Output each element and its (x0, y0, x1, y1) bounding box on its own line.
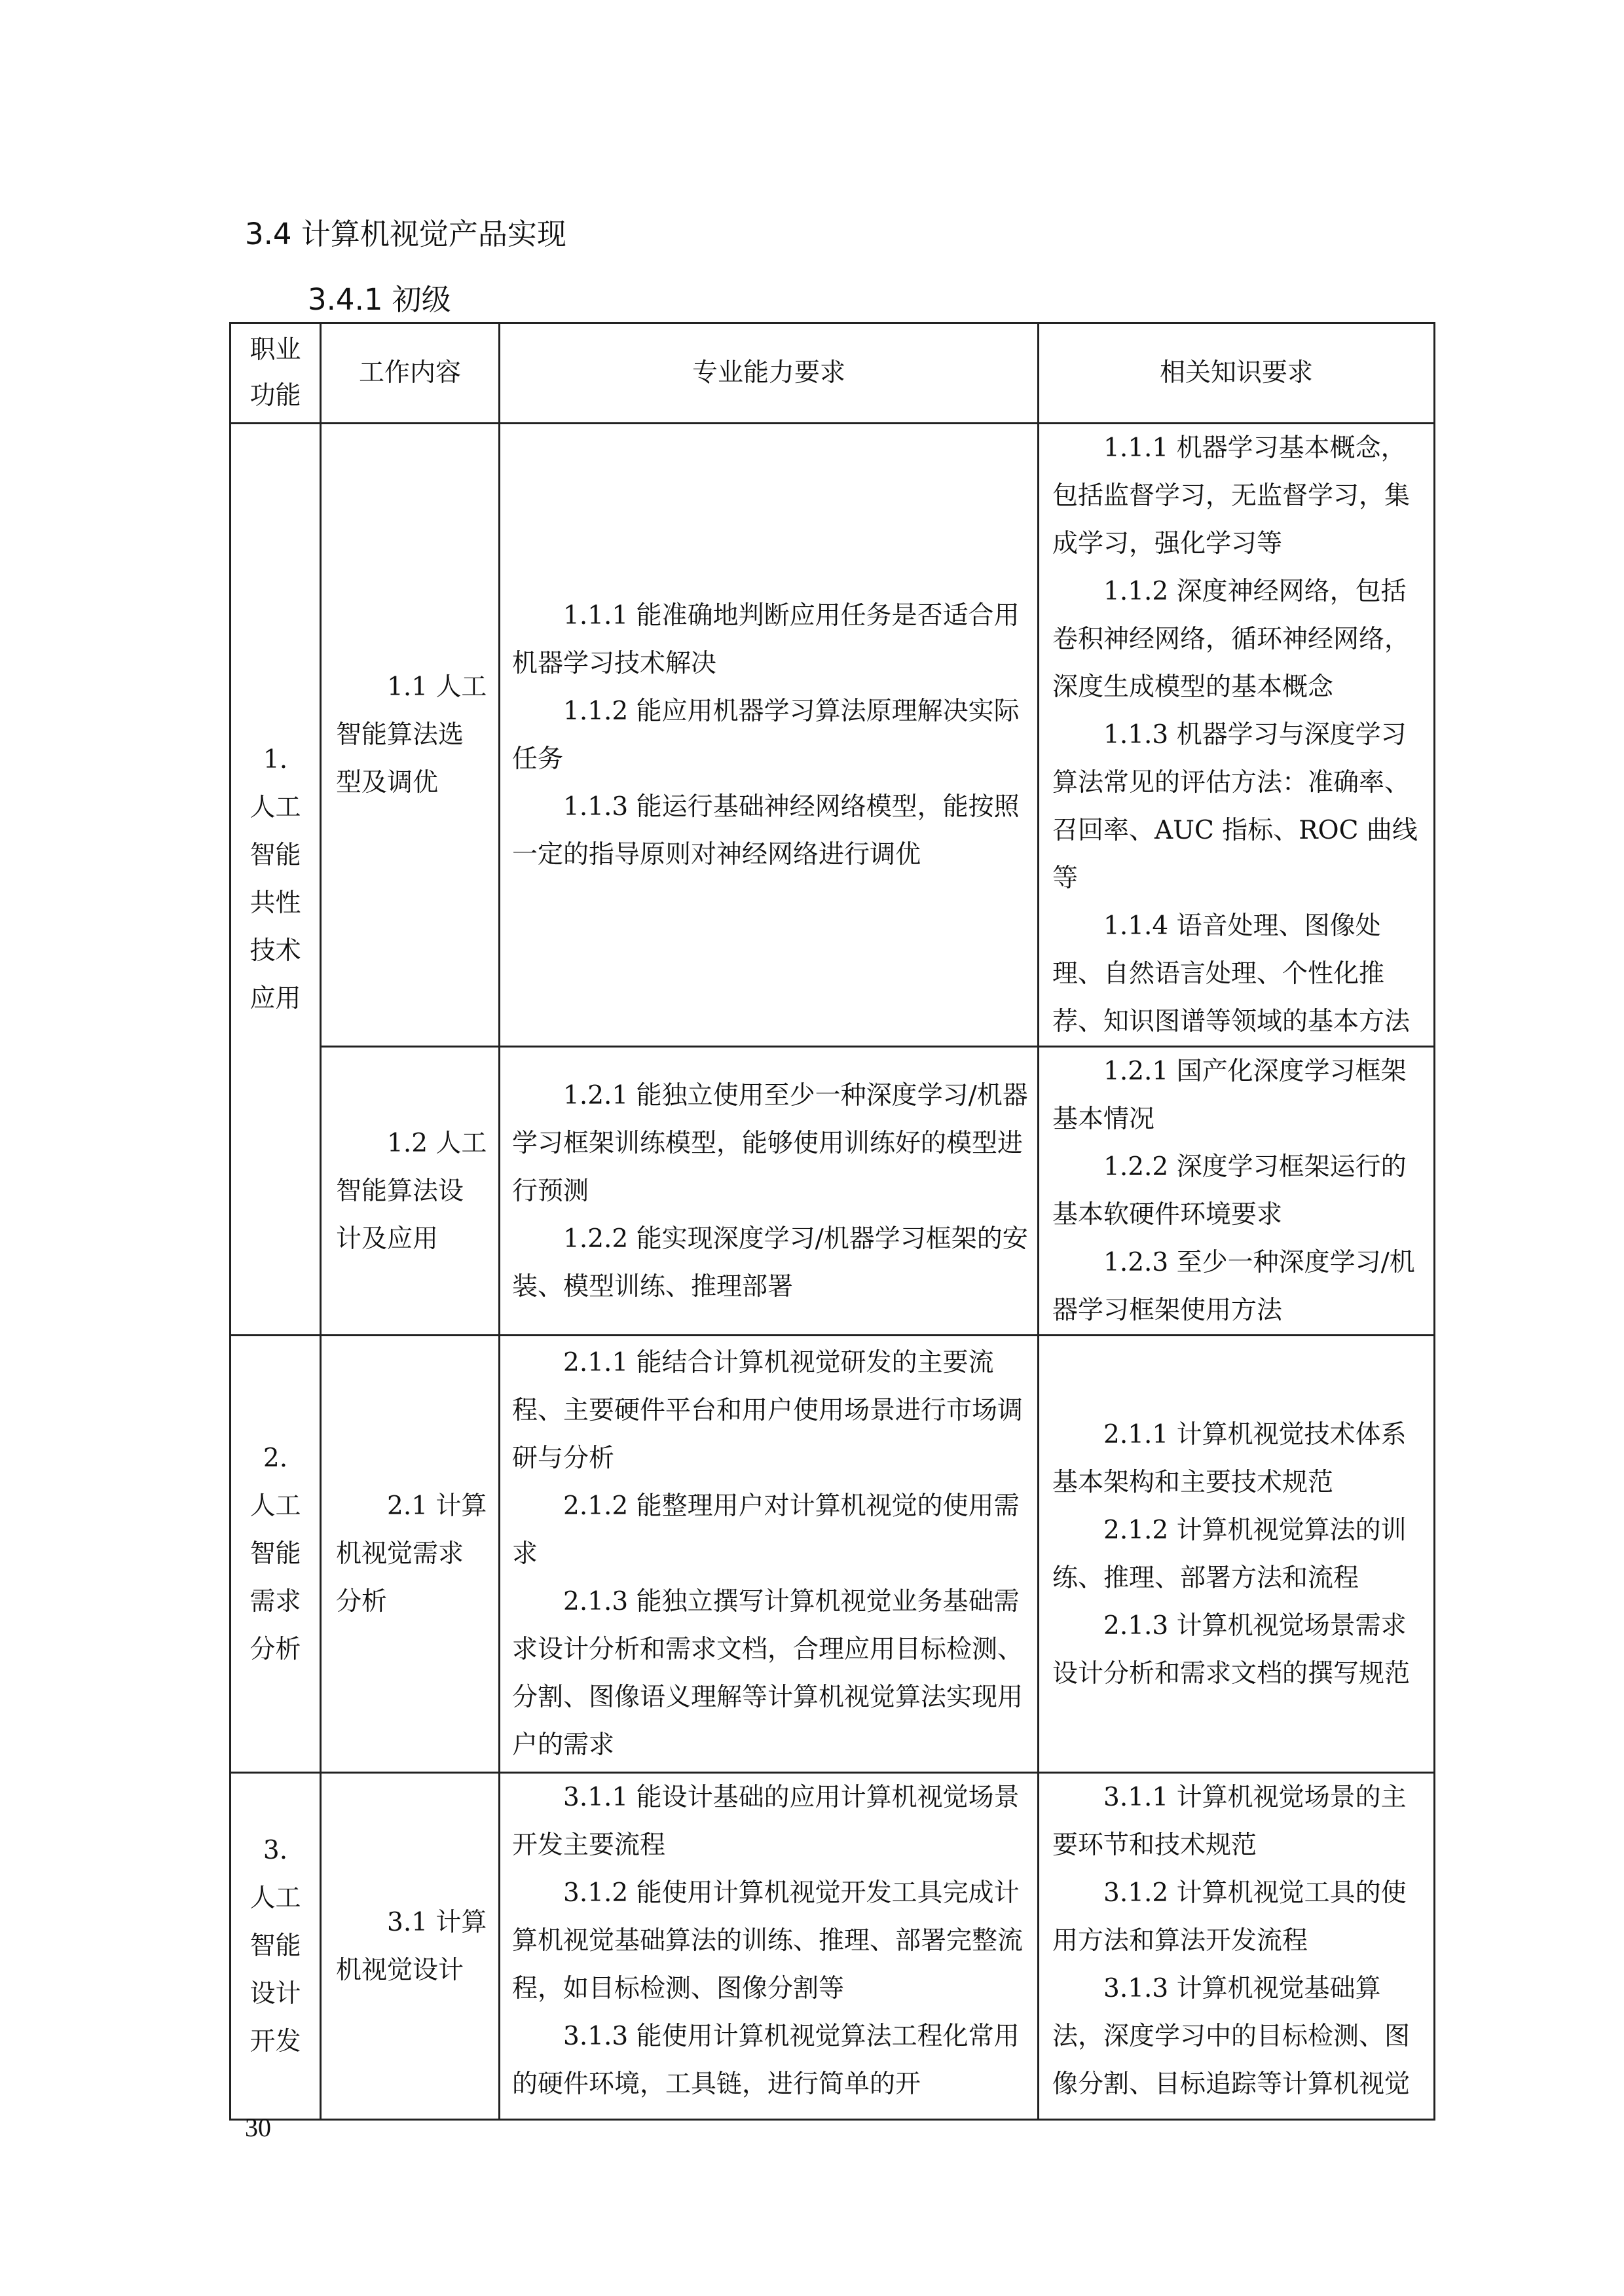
header-function (231, 323, 321, 424)
knowledge-item: 1.2.2 深度学习框架运行的基本软硬件环境要求 (1052, 1152, 1407, 1230)
knowledge-item: 2.1.3 计算机视觉场景需求设计分析和需求文档的撰写规范 (1052, 1611, 1411, 1688)
section-heading: 3.4 计算机视觉产品实现 (245, 217, 566, 251)
header-function-line: 职业 (249, 335, 301, 365)
knowledge-cell (1039, 1047, 1435, 1336)
table-row (231, 1773, 1435, 2120)
content-text: 1.1 人工智能算法选型及调优 (336, 672, 487, 797)
content-cell (321, 1047, 500, 1336)
function-cell (231, 424, 321, 1336)
content-text: 3.1 计算机视觉设计 (336, 1907, 487, 1985)
content-cell (321, 1773, 500, 2120)
function-text: 智能 (249, 1539, 301, 1569)
skill-item: 3.1.3 能使用计算机视觉算法工程化常用的硬件环境，工具链，进行简单的开 (512, 2022, 1020, 2099)
function-text: 设计 (249, 1979, 301, 2009)
skill-item: 1.1.1 能准确地判断应用任务是否适合用机器学习技术解决 (512, 600, 1020, 678)
skill-item: 2.1.2 能整理用户对计算机视觉的使用需求 (512, 1491, 1020, 1569)
skills-cell (500, 1773, 1039, 2120)
function-text: 人工 (249, 793, 301, 822)
knowledge-item: 2.1.1 计算机视觉技术体系基本架构和主要技术规范 (1052, 1419, 1407, 1497)
function-text: 应用 (249, 984, 301, 1013)
knowledge-cell (1039, 1336, 1435, 1773)
skill-item: 1.1.2 能应用机器学习算法原理解决实际任务 (512, 696, 1020, 774)
skill-item: 2.1.3 能独立撰写计算机视觉业务基础需求设计分析和需求文档，合理应用目标检测、分割、图像语义理解等计算机视觉算法实现用户的需求 (512, 1587, 1024, 1760)
table-row (231, 424, 1435, 1047)
knowledge-item: 1.2.3 至少一种深度学习/机器学习框架使用方法 (1052, 1248, 1415, 1325)
knowledge-item: 1.2.1 国产化深度学习框架基本情况 (1052, 1057, 1407, 1134)
knowledge-item: 2.1.2 计算机视觉算法的训练、推理、部署方法和流程 (1052, 1515, 1407, 1593)
skill-item: 3.1.2 能使用计算机视觉开发工具完成计算机视觉基础算法的训练、推理、部署完整流程，如目标检测、图像分割等 (512, 1878, 1024, 2003)
function-text: 共性 (249, 888, 301, 918)
subsection-heading: 3.4.1 初级 (308, 282, 451, 317)
knowledge-item: 1.1.3 机器学习与深度学习算法常见的评估方法：准确率、召回率、AUC 指标、ROC 曲线等 (1052, 720, 1418, 893)
function-text: 人工 (249, 1884, 301, 1913)
function-text: 技术 (249, 936, 301, 966)
function-cell (231, 1336, 321, 1773)
header-knowledge: 相关知识要求 (1039, 323, 1435, 424)
requirements-table (229, 322, 1435, 2121)
function-text: 3. (263, 1836, 288, 1865)
skills-cell (500, 1047, 1039, 1336)
header-content: 工作内容 (321, 323, 500, 424)
table-row (231, 1336, 1435, 1773)
skill-item: 3.1.1 能设计基础的应用计算机视觉场景开发主要流程 (512, 1783, 1020, 1860)
knowledge-item: 1.1.2 深度神经网络，包括卷积神经网络，循环神经网络，深度生成模型的基本概念 (1052, 577, 1411, 702)
knowledge-item: 1.1.4 语音处理、图像处理、自然语言处理、个性化推荐、知识图谱等领域的基本方法 (1052, 911, 1411, 1036)
content-cell (321, 1336, 500, 1773)
table-row (231, 1047, 1435, 1336)
function-text: 2. (263, 1444, 288, 1473)
skills-cell (500, 424, 1039, 1047)
function-cell (231, 1773, 321, 2120)
function-text: 1. (263, 745, 288, 774)
function-text: 智能 (249, 841, 301, 870)
knowledge-item: 1.1.1 机器学习基本概念，包括监督学习，无监督学习，集成学习，强化学习等 (1052, 433, 1411, 558)
knowledge-item: 3.1.3 计算机视觉基础算法，深度学习中的目标检测、图像分割、目标追踪等计算机视觉 (1052, 1974, 1411, 2099)
table-header-row (231, 323, 1435, 424)
function-text: 开发 (249, 2027, 301, 2056)
knowledge-item: 3.1.2 计算机视觉工具的使用方法和算法开发流程 (1052, 1878, 1407, 1956)
knowledge-cell (1039, 1773, 1435, 2120)
skill-item: 1.1.3 能运行基础神经网络模型，能按照一定的指导原则对神经网络进行调优 (512, 792, 1020, 869)
function-text: 智能 (249, 1931, 301, 1961)
function-text: 需求 (249, 1587, 301, 1616)
content-text: 1.2 人工智能算法设计及应用 (336, 1128, 487, 1254)
skills-cell (500, 1336, 1039, 1773)
skill-item: 2.1.1 能结合计算机视觉研发的主要流程、主要硬件平台和用户使用场景进行市场调研与分析 (512, 1348, 1024, 1473)
header-function-line: 功能 (249, 381, 301, 410)
skill-item: 1.2.2 能实现深度学习/机器学习框架的安装、模型训练、推理部署 (512, 1224, 1028, 1302)
function-text: 人工 (249, 1491, 301, 1521)
content-cell (321, 424, 500, 1047)
header-skills: 专业能力要求 (500, 323, 1039, 424)
skill-item: 1.2.1 能独立使用至少一种深度学习/机器学习框架训练模型，能够使用训练好的模型进行预测 (512, 1080, 1028, 1206)
content-text: 2.1 计算机视觉需求分析 (336, 1491, 487, 1616)
knowledge-item: 3.1.1 计算机视觉场景的主要环节和技术规范 (1052, 1783, 1407, 1860)
page-number: 30 (245, 2113, 271, 2142)
knowledge-cell (1039, 424, 1435, 1047)
function-text: 分析 (249, 1635, 301, 1664)
